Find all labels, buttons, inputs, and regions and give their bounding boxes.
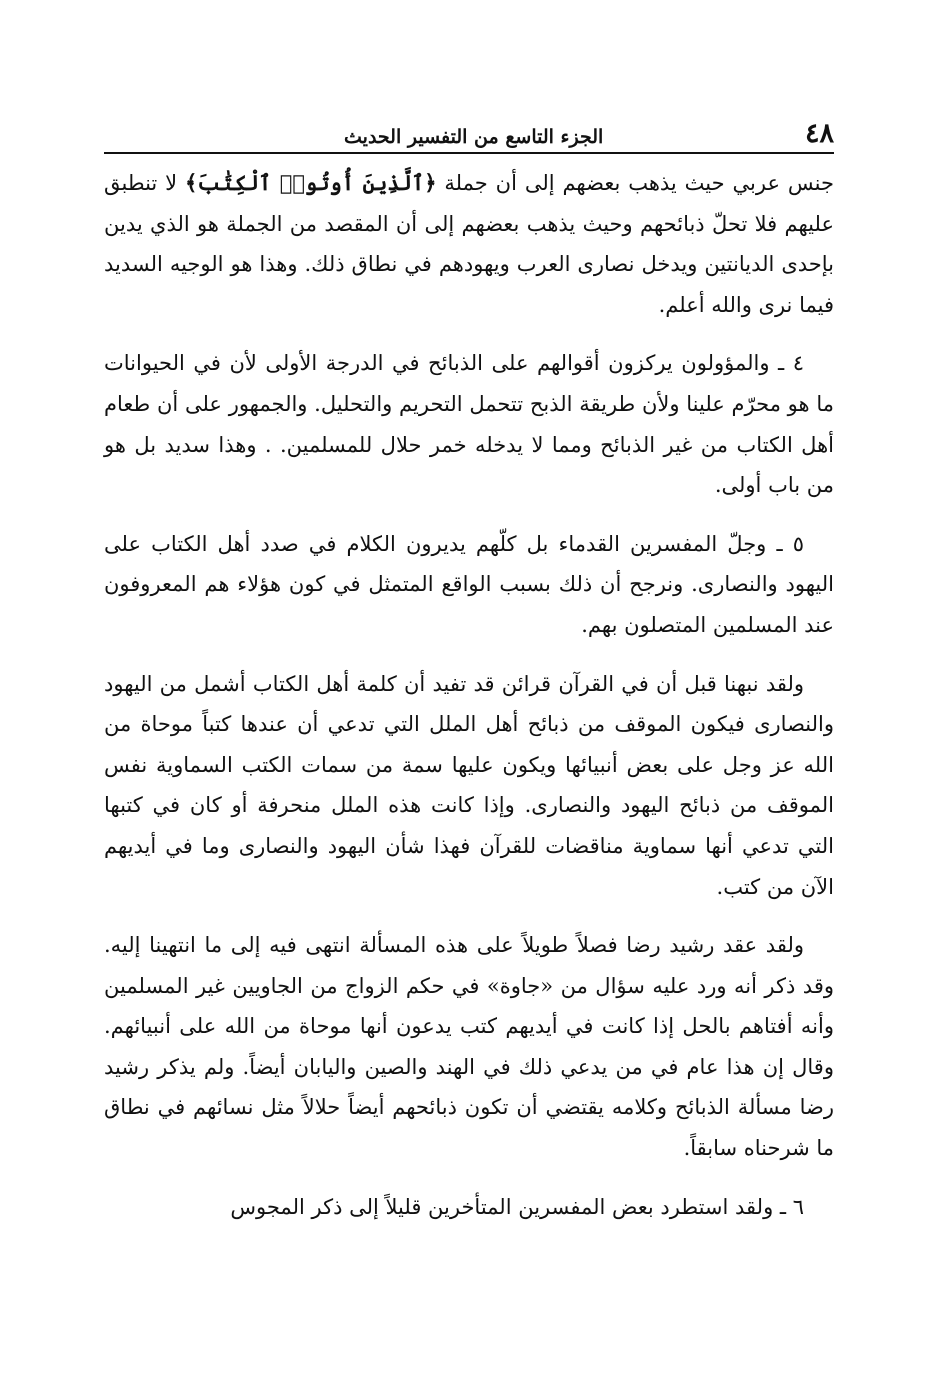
running-title: الجزء التاسع من التفسير الحديث: [344, 126, 604, 148]
paragraph-item-4: ٤ ـ والمؤولون يركزون أقوالهم على الذبائح في الدرجة الأولى لأن في الحيوانات ما هو محرّم علينا ولأن طريقة الذبح تتحمل التحريم والتحليل. والجمهور على أن طعام أهل الكتاب من غير الذبائح ومما لا يدخله خمر حلال للمسلمين. . وهذا سديد بل هو من باب أولى.: [104, 351, 834, 498]
paragraph-item-6: ٦ ـ ولقد استطرد بعض المفسرين المتأخرين قليلاً إلى ذكر المجوس: [230, 1194, 804, 1219]
page-number: ٤٨: [804, 118, 834, 149]
paragraph-1-text-after: لا تنطبق عليهم فلا تحلّ ذبائحهم وحيث يذهب بعضهم إلى أن المقصد من الجملة هو الذي يدين بإحدى الديانتين ويدخل نصارى العرب ويهودهم في نطاق ذلك. وهذا هو الوجيه السديد فيما نرى والله أعلم.: [104, 171, 834, 317]
book-page: [104, 0, 834, 1381]
paragraph-ahl-al-kitab: ولقد نبهنا قبل أن في القرآن قرائن قد تفيد أن كلمة أهل الكتاب أشمل من اليهود والنصارى فيكون الموقف من ذبائح أهل الملل التي تدعي أن عندها كتباً موحاة من الله عز وجل على بعض أنبيائها ويكون عليها سمة من سمات الكتب السماوية نفس الموقف من ذبائح اليهود والنصارى. وإذا كانت هذه الملل منحرفة أو كان في كتبها التي تدعي أنها سماوية مناقضات للقرآن فهذا شأن اليهود والنصارى وما في أيديهم الآن من كتب.: [104, 671, 834, 899]
paragraph-1: [104, 163, 834, 325]
page-body: [104, 163, 834, 1245]
page-header: [104, 112, 834, 154]
paragraph-1-text-before: جنس عربي حيث يذهب بعضهم إلى أن جملة: [436, 171, 834, 195]
quran-verse: ﴿ٱلَّذِينَ أُوتُوا۟ ٱلْكِتَٰبَ﴾: [185, 170, 437, 195]
paragraph-item-5: ٥ ـ وجلّ المفسرين القدماء بل كلّهم يديرون الكلام في صدد أهل الكتاب على اليهود والنصارى. ونرجح أن ذلك بسبب الواقع المتمثل في كون هؤلاء هم المعروفون عند المسلمين المتصلون بهم.: [104, 531, 834, 637]
paragraph-rashid-rida: ولقد عقد رشيد رضا فصلاً طويلاً على هذه المسألة انتهى فيه إلى ما انتهينا إليه. وقد ذكر أنه ورد عليه سؤال من «جاوة» في حكم الزواج من الجاويين غير المسلمين وأنه أفتاهم بالحل إذا كانت في أيديهم كتب يدعون أنها موحاة من الله على أنبيائهم. وقال إن هذا عام في من يدعي ذلك في الهند والصين واليابان أيضاً. ولم يذكر رشيد رضا مسألة الذبائح وكلامه يقتضي أن تكون ذبائحهم أيضاً حلالاً مثل نسائهم في نطاق ما شرحناه سابقاً.: [104, 933, 834, 1161]
